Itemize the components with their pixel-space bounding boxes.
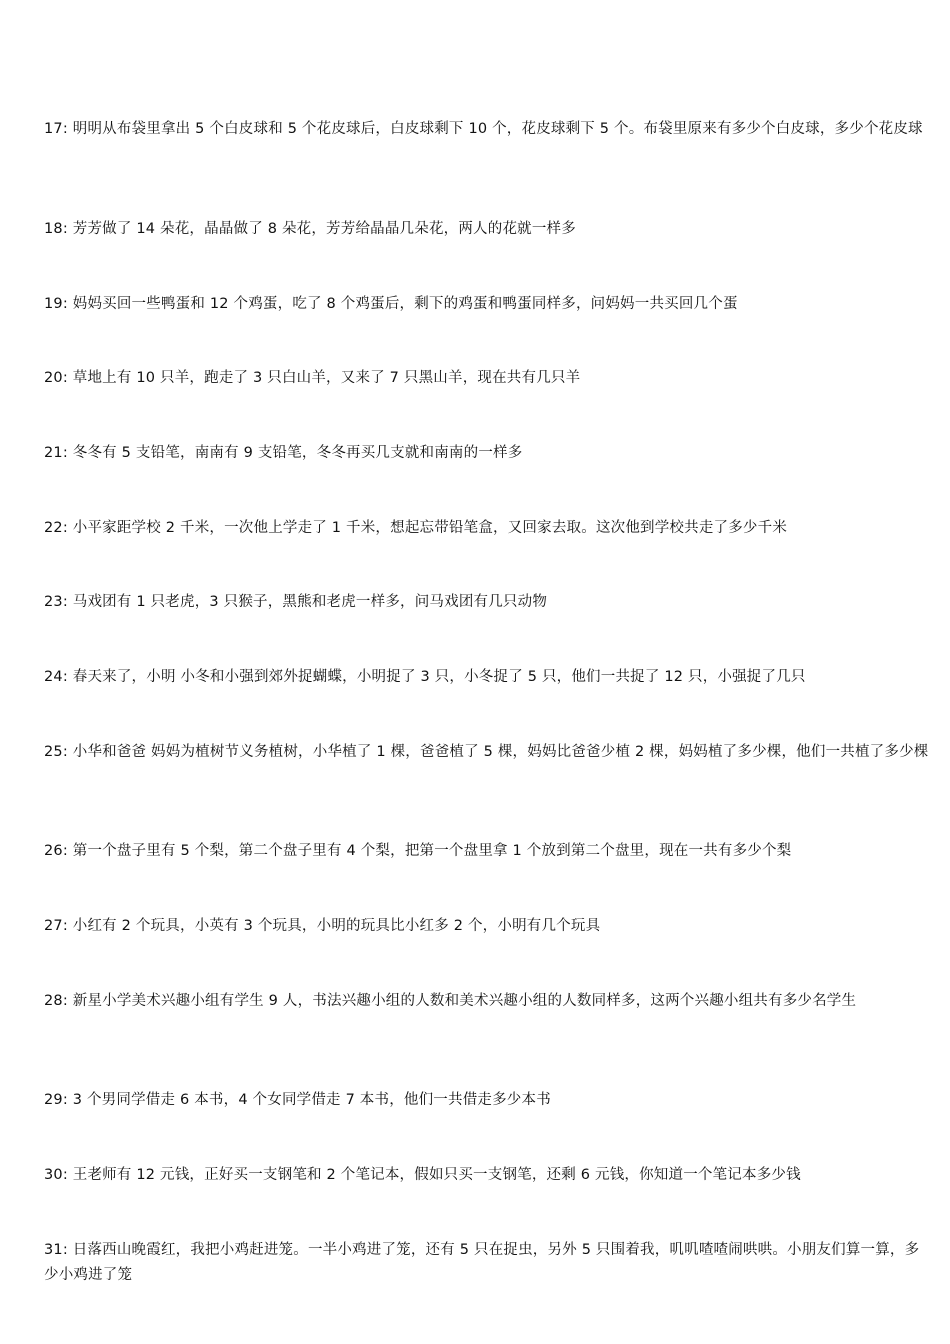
question-text: 小华和爸爸 妈妈为植树节义务植树，小华植了 1 棵，爸爸植了 5 棵，妈妈比爸爸少植 2 棵，妈妈植了多少棵，他们一共植了多少棵 — [72, 744, 929, 760]
question-number: 22: — [44, 520, 73, 536]
question-26 — [44, 839, 934, 864]
question-17 — [44, 117, 934, 142]
question-number: 23: — [44, 594, 73, 610]
question-18 — [44, 217, 934, 242]
question-22 — [44, 516, 934, 541]
question-text: 马戏团有 1 只老虎，3 只猴子，黑熊和老虎一样多，问马戏团有几只动物 — [72, 594, 548, 610]
question-text: 王老师有 12 元钱，正好买一支钢笔和 2 个笔记本，假如只买一支钢笔，还剩 6 元钱，你知道一个笔记本多少钱 — [72, 1167, 801, 1183]
question-28 — [44, 989, 934, 1014]
question-number: 20: — [44, 370, 73, 386]
question-text: 妈妈买回一些鸭蛋和 12 个鸡蛋，吃了 8 个鸡蛋后，剩下的鸡蛋和鸭蛋同样多，问妈妈一共买回几个蛋 — [72, 296, 738, 312]
question-31 — [44, 1238, 934, 1288]
question-24 — [44, 665, 934, 690]
question-30 — [44, 1163, 934, 1188]
question-23 — [44, 590, 934, 615]
question-text: 明明从布袋里拿出 5 个白皮球和 5 个花皮球后，白皮球剩下 10 个，花皮球剩下 5 个。布袋里原来有多少个白皮球，多少个花皮球 — [72, 121, 923, 137]
question-number: 21: — [44, 445, 73, 461]
question-number: 29: — [44, 1092, 73, 1108]
question-number: 17: — [44, 121, 73, 137]
question-number: 26: — [44, 843, 73, 859]
question-text: 春天来了，小明 小冬和小强到郊外捉蝴蝶，小明捉了 3 只，小冬捉了 5 只，他们一共捉了 12 只，小强捉了几只 — [72, 669, 806, 685]
question-number: 28: — [44, 993, 73, 1009]
question-21 — [44, 441, 934, 466]
question-19 — [44, 292, 934, 317]
question-25 — [44, 740, 934, 765]
question-text: 草地上有 10 只羊，跑走了 3 只白山羊，又来了 7 只黑山羊，现在共有几只羊 — [72, 370, 581, 386]
question-text: 小红有 2 个玩具，小英有 3 个玩具，小明的玩具比小红多 2 个，小明有几个玩具 — [72, 918, 601, 934]
question-text: 冬冬有 5 支铅笔，南南有 9 支铅笔，冬冬再买几支就和南南的一样多 — [72, 445, 523, 461]
question-number: 30: — [44, 1167, 73, 1183]
question-text: 小平家距学校 2 千米，一次他上学走了 1 千米，想起忘带铅笔盒，又回家去取。这次他到学校共走了多少千米 — [72, 520, 788, 536]
question-number: 24: — [44, 669, 73, 685]
question-text: 芳芳做了 14 朵花，晶晶做了 8 朵花，芳芳给晶晶几朵花，两人的花就一样多 — [72, 221, 576, 237]
question-number: 31: — [44, 1242, 73, 1258]
question-number: 18: — [44, 221, 73, 237]
question-text: 日落西山晚霞红，我把小鸡赶进笼。一半小鸡进了笼，还有 5 只在捉虫，另外 5 只围着我，叽叽喳喳闹哄哄。小朋友们算一算，多少小鸡进了笼 — [44, 1242, 920, 1283]
question-20 — [44, 366, 934, 391]
question-number: 27: — [44, 918, 73, 934]
question-number: 19: — [44, 296, 73, 312]
question-29 — [44, 1088, 934, 1113]
question-number: 25: — [44, 744, 73, 760]
question-text: 第一个盘子里有 5 个梨，第二个盘子里有 4 个梨，把第一个盘里拿 1 个放到第二个盘里，现在一共有多少个梨 — [72, 843, 792, 859]
question-text: 3 个男同学借走 6 本书，4 个女同学借走 7 本书，他们一共借走多少本书 — [72, 1092, 551, 1108]
question-27 — [44, 914, 934, 939]
question-text: 新星小学美术兴趣小组有学生 9 人，书法兴趣小组的人数和美术兴趣小组的人数同样多，这两个兴趣小组共有多少名学生 — [72, 993, 857, 1009]
